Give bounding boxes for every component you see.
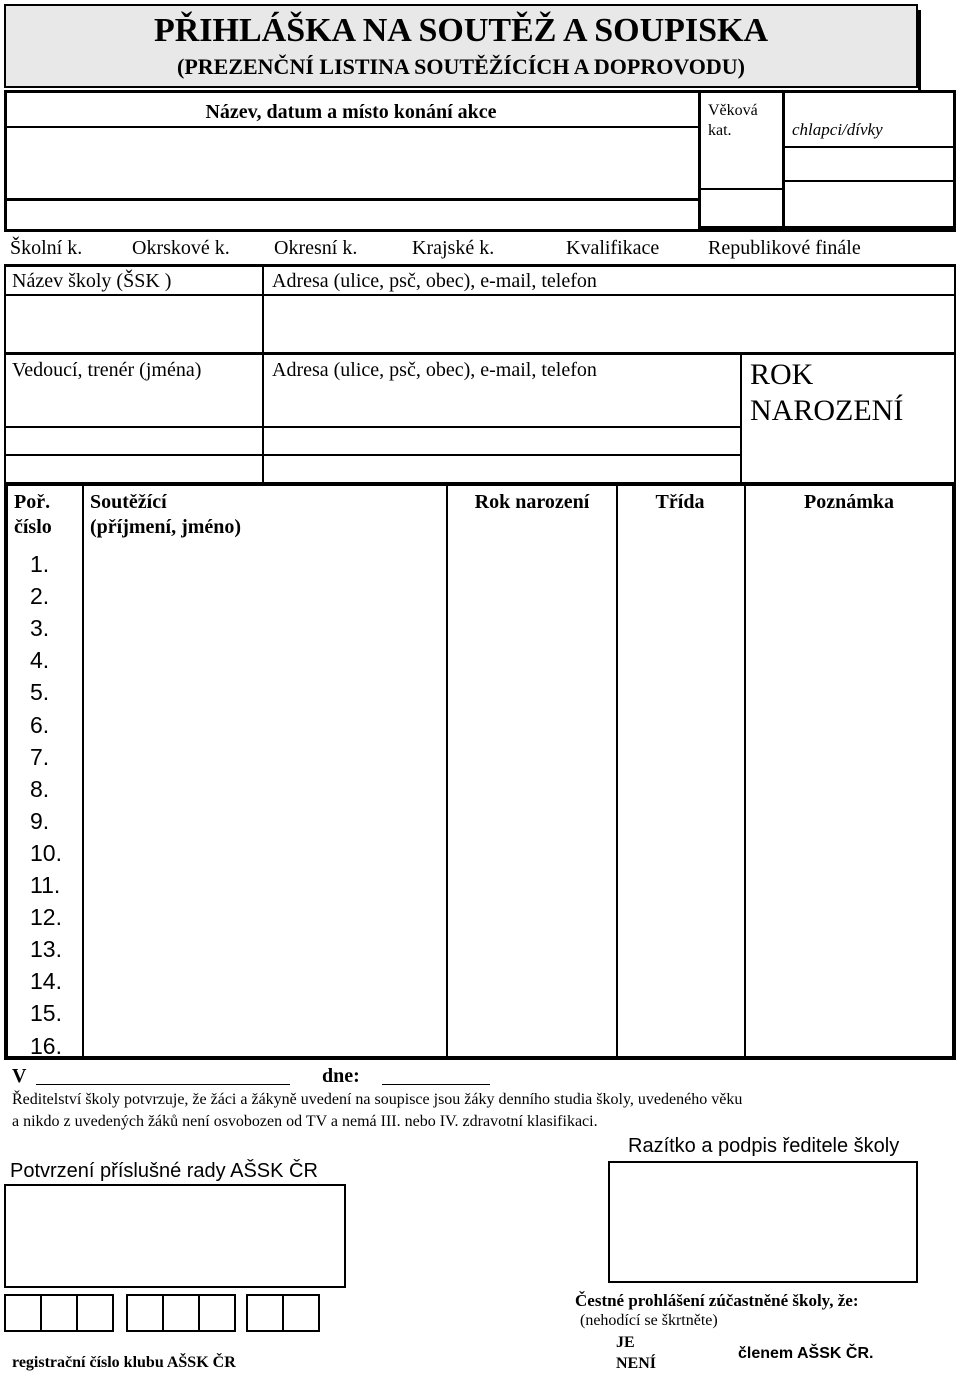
table-row	[8, 871, 952, 903]
competition-levels	[4, 232, 956, 264]
class-cell[interactable]	[618, 614, 744, 646]
note-cell[interactable]	[746, 646, 952, 678]
leader-2-address-field[interactable]	[266, 456, 738, 482]
registration-digit-box[interactable]	[282, 1294, 320, 1332]
row-number: 10.	[30, 839, 62, 866]
class-cell[interactable]	[618, 775, 744, 807]
competitor-name-cell[interactable]	[84, 646, 446, 678]
note-cell[interactable]	[746, 807, 952, 839]
note-cell[interactable]	[746, 903, 952, 935]
row-number: 13.	[30, 936, 62, 963]
note-cell[interactable]	[746, 614, 952, 646]
col-birth-year-header: Rok narození	[474, 491, 590, 513]
competitor-name-cell[interactable]	[84, 807, 446, 839]
table-row	[8, 678, 952, 710]
birth-year-cell[interactable]	[448, 711, 616, 743]
competitor-name-cell[interactable]	[84, 582, 446, 614]
class-cell[interactable]	[618, 871, 744, 903]
event-name-field[interactable]	[8, 130, 696, 194]
class-cell[interactable]	[618, 743, 744, 775]
age-category-label-2: kat.	[708, 122, 732, 139]
stamp-label: Razítko a podpis ředitele školy	[628, 1135, 900, 1157]
class-cell[interactable]	[618, 1032, 744, 1064]
competitor-name-cell[interactable]	[84, 903, 446, 935]
table-row	[8, 646, 952, 678]
registration-digit-box[interactable]	[126, 1294, 164, 1332]
birth-year-cell[interactable]	[448, 999, 616, 1031]
school-name-field[interactable]	[8, 298, 260, 352]
competitor-name-cell[interactable]	[84, 711, 446, 743]
row-number: 14.	[30, 968, 62, 995]
competitor-name-cell[interactable]	[84, 871, 446, 903]
statement-line-1: Ředitelství školy potvrzuje, že žáci a žákyně uvedení na soupisce jsou žáky denního studia školy, uvedeného věku	[12, 1091, 743, 1108]
level-national-final[interactable]: Republikové finále	[708, 237, 861, 259]
table-row	[8, 967, 952, 999]
event-name-label: Název, datum a místo konání akce	[205, 101, 497, 123]
leader-2-name-field[interactable]	[8, 456, 260, 482]
row-number: 5.	[30, 679, 50, 706]
class-cell[interactable]	[618, 711, 744, 743]
registration-label: registrační číslo klubu AŠSK ČR	[12, 1354, 236, 1371]
birth-year-cell[interactable]	[448, 871, 616, 903]
class-cell[interactable]	[618, 935, 744, 967]
class-cell[interactable]	[618, 678, 744, 710]
registration-digit-box[interactable]	[162, 1294, 200, 1332]
class-cell[interactable]	[618, 999, 744, 1031]
school-address-field[interactable]	[266, 298, 952, 352]
col-competitor-header-2: (příjmení, jméno)	[90, 516, 242, 538]
col-order-header: Poř.	[14, 491, 51, 513]
place-label: V	[12, 1065, 27, 1087]
class-cell[interactable]	[618, 903, 744, 935]
statement-line-2: a nikdo z uvedených žáků není osvobozen od TV a nemá III. nebo IV. zdravotní klasifikaci.	[12, 1113, 598, 1130]
option-neni[interactable]: NENÍ	[616, 1355, 657, 1372]
table-row	[8, 743, 952, 775]
gender-field-1[interactable]	[786, 150, 954, 178]
table-row	[8, 807, 952, 839]
honor-subtitle: (nehodící se škrtněte)	[580, 1312, 718, 1329]
table-row	[8, 775, 952, 807]
class-cell[interactable]	[618, 646, 744, 678]
place-field[interactable]	[36, 1084, 290, 1085]
leaders-address-label: Adresa (ulice, psč, obec), e-mail, telefon	[272, 359, 597, 381]
note-cell[interactable]	[746, 582, 952, 614]
table-row	[8, 582, 952, 614]
class-cell[interactable]	[618, 807, 744, 839]
leaders-name-label: Vedoucí, trenér (jména)	[12, 359, 202, 381]
table-row	[8, 935, 952, 967]
competitor-name-cell[interactable]	[84, 614, 446, 646]
gender-label: chlapci/dívky	[792, 120, 883, 139]
stamp-box[interactable]	[608, 1161, 918, 1283]
level-district[interactable]: Okresní k.	[274, 237, 358, 259]
table-row	[8, 614, 952, 646]
leader-1-name-field[interactable]	[8, 428, 260, 452]
birth-year-cell[interactable]	[448, 935, 616, 967]
note-cell[interactable]	[746, 999, 952, 1031]
table-row	[8, 903, 952, 935]
row-number: 12.	[30, 904, 62, 931]
birth-year-label-2: NAROZENÍ	[750, 394, 904, 427]
registration-digit-box[interactable]	[4, 1294, 42, 1332]
registration-digit-box[interactable]	[76, 1294, 114, 1332]
col-class-header: Třída	[655, 491, 705, 513]
row-number: 4.	[30, 647, 50, 674]
date-label: dne:	[322, 1065, 360, 1087]
honor-title: Čestné prohlášení zúčastněné školy, že:	[575, 1291, 859, 1310]
registration-digit-box[interactable]	[40, 1294, 78, 1332]
class-cell[interactable]	[618, 582, 744, 614]
council-box[interactable]	[4, 1184, 346, 1288]
note-cell[interactable]	[746, 550, 952, 582]
class-cell[interactable]	[618, 967, 744, 999]
class-cell[interactable]	[618, 550, 744, 582]
birth-year-label: ROK	[750, 358, 814, 391]
competitor-name-cell[interactable]	[84, 839, 446, 871]
birth-year-cell[interactable]	[448, 807, 616, 839]
gender-field-2[interactable]	[786, 184, 954, 224]
row-number: 7.	[30, 743, 50, 770]
col-note-header: Poznámka	[804, 491, 894, 513]
table-row	[8, 550, 952, 582]
note-cell[interactable]	[746, 839, 952, 871]
birth-year-cell[interactable]	[448, 839, 616, 871]
note-cell[interactable]	[746, 871, 952, 903]
school-name-label: Název školy (ŠSK )	[12, 270, 172, 292]
option-je[interactable]: JE	[616, 1334, 635, 1351]
birth-year-cell[interactable]	[448, 678, 616, 710]
table-row	[8, 999, 952, 1031]
competitor-name-cell[interactable]	[84, 967, 446, 999]
competitor-name-cell[interactable]	[84, 743, 446, 775]
birth-year-cell[interactable]	[448, 967, 616, 999]
birth-year-cell[interactable]	[448, 550, 616, 582]
row-number: 16.	[30, 1032, 62, 1059]
note-cell[interactable]	[746, 678, 952, 710]
competitor-name-cell[interactable]	[84, 935, 446, 967]
school-address-label: Adresa (ulice, psč, obec), e-mail, telefon	[272, 270, 597, 292]
row-number: 8.	[30, 775, 50, 802]
birth-year-cell[interactable]	[448, 903, 616, 935]
leader-1-address-field[interactable]	[266, 428, 738, 452]
note-cell[interactable]	[746, 1032, 952, 1064]
note-cell[interactable]	[746, 967, 952, 999]
table-row	[8, 839, 952, 871]
competitor-name-cell[interactable]	[84, 775, 446, 807]
birth-year-cell[interactable]	[448, 743, 616, 775]
registration-digit-box[interactable]	[246, 1294, 284, 1332]
note-cell[interactable]	[746, 935, 952, 967]
birth-year-cell[interactable]	[448, 614, 616, 646]
competitor-name-cell[interactable]	[84, 999, 446, 1031]
registration-digit-box[interactable]	[198, 1294, 236, 1332]
table-row	[8, 1032, 952, 1064]
birth-year-cell[interactable]	[448, 1032, 616, 1064]
birth-year-cell[interactable]	[448, 646, 616, 678]
competitor-name-cell[interactable]	[84, 678, 446, 710]
row-number: 15.	[30, 1000, 62, 1027]
col-competitor-header: Soutěžící	[90, 491, 167, 513]
note-cell[interactable]	[746, 775, 952, 807]
age-category-field[interactable]	[702, 192, 780, 224]
page-title: PŘIHLÁŠKA NA SOUTĚŽ A SOUPISKA	[153, 12, 769, 49]
page-subtitle: (PREZENČNÍ LISTINA SOUTĚŽÍCÍCH A DOPROVODU)	[177, 54, 745, 79]
note-cell[interactable]	[746, 711, 952, 743]
table-row	[8, 711, 952, 743]
col-order-header-2: číslo	[14, 516, 52, 538]
row-number: 3.	[30, 615, 50, 642]
row-number: 1.	[30, 551, 50, 577]
level-regional[interactable]: Krajské k.	[412, 237, 495, 259]
level-qualification[interactable]: Kvalifikace	[566, 237, 660, 259]
council-label: Potvrzení příslušné rady AŠSK ČR	[10, 1160, 318, 1182]
date-field[interactable]	[382, 1084, 490, 1085]
age-category-label: Věková	[708, 102, 758, 119]
member-text: členem AŠSK ČR.	[738, 1345, 874, 1362]
birth-year-cell[interactable]	[448, 775, 616, 807]
level-district-small[interactable]: Okrskové k.	[132, 237, 230, 259]
competitor-name-cell[interactable]	[84, 1032, 446, 1064]
competitor-name-cell[interactable]	[84, 550, 446, 582]
level-school[interactable]: Školní k.	[10, 237, 83, 259]
row-number: 6.	[30, 711, 50, 738]
class-cell[interactable]	[618, 839, 744, 871]
row-number: 9.	[30, 807, 50, 834]
note-cell[interactable]	[746, 743, 952, 775]
birth-year-cell[interactable]	[448, 582, 616, 614]
row-number: 2.	[30, 583, 50, 610]
row-number: 11.	[30, 872, 61, 898]
